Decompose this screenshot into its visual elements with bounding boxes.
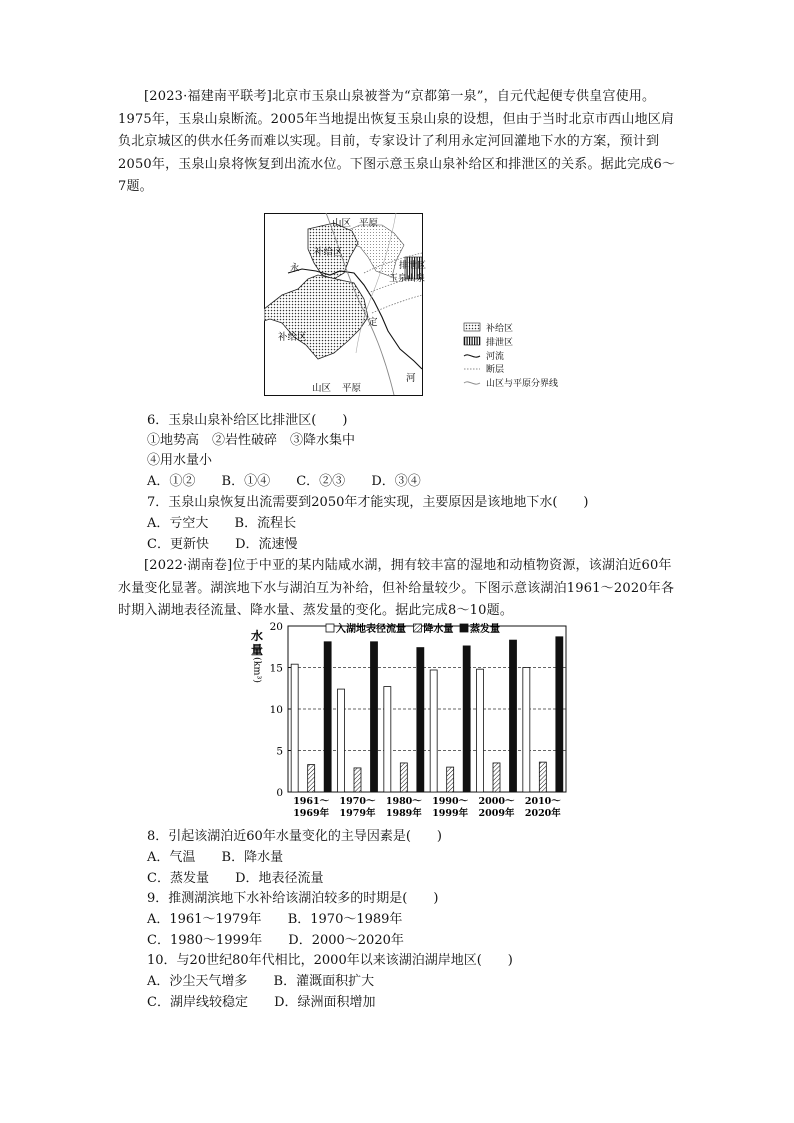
bar-s2-c1 [371,642,378,792]
question-6-options [147,472,421,492]
map-label-recharge-2: 补给区 [278,332,307,343]
question-9-stem: 9．推测湖滨地下水补给该湖泊较多的时期是( ) [147,891,439,906]
question-8-stem: 8．引起该湖泊近60年水量变化的主导因素是( ) [147,829,442,844]
y-axis-label-char-0: 水 [250,629,264,643]
question-9-options-2 [147,931,404,951]
q7-option-b[interactable]: B．流程长 [234,516,297,531]
bar-s1-c4 [493,763,500,792]
lake-water-balance-chart [244,618,584,823]
q8-option-d[interactable]: D．地表径流量 [235,871,324,886]
bar-s1-c2 [400,763,407,792]
bar-s0-c5 [523,668,530,793]
q6-option-a[interactable]: A．①② [147,474,196,489]
question-10-options-2 [147,993,376,1013]
y-axis-label-char-1: 量 [250,643,264,657]
legend-swatch-boundary [464,382,480,384]
q8-option-a[interactable]: A．气温 [147,850,196,865]
q6-option-b[interactable]: B．①④ [221,474,271,489]
map-label-he: 河 [406,373,416,384]
question-7-options-2 [147,535,298,555]
y-tick-label-20: 20 [269,621,283,633]
bar-s1-c5 [539,762,546,792]
y-axis-unit: (km³) [251,657,263,683]
q10-option-a[interactable]: A．沙尘天气增多 [147,974,248,989]
map-label-mountain-bottom: 山区 [312,383,332,394]
bar-s1-c0 [308,765,315,792]
bar-s2-c5 [556,637,563,792]
legend-swatch-0 [326,624,334,632]
legend-swatch-1 [413,624,421,632]
x-label-3-start: 1990～ [432,796,469,807]
q9-option-d[interactable]: D．2000～2020年 [288,933,404,948]
bar-s0-c1 [338,689,345,792]
passage-8-10: [2022·湖南卷]位于中亚的某内陆咸水湖，拥有较丰富的湿地和动植物资源，该湖泊近60年水量变化显著。湖滨地下水与湖泊互为补给，但补给量较少。下图示意该湖泊1961～2020年各时期入湖地表径流量、降水量、蒸发量的变化。据此完成8～10题。 [118,558,675,618]
question-7-stem: 7．玉泉山泉恢复出流需要到2050年才能实现，主要原因是该地地下水( ) [147,495,589,510]
q10-option-b[interactable]: B．灌溉面积扩大 [273,974,375,989]
question-8-options-2 [147,869,324,889]
legend-label-0: 入湖地表径流量 [336,624,406,635]
q10-option-c[interactable]: C．湖岸线较稳定 [147,995,248,1010]
q8-option-b[interactable]: B．降水量 [221,850,284,865]
y-tick-label-10: 10 [269,704,283,716]
question-6-items-1: ①地势高 ②岩性破碎 ③降水集中 [147,433,356,448]
legend-label-2: 蒸发量 [470,624,500,635]
q6-option-c[interactable]: C．②③ [296,474,346,489]
map-label-plain-bottom: 平原 [342,383,362,394]
legend-swatch-discharge [464,337,480,345]
x-label-5-end: 2020年 [524,808,561,819]
y-tick-label-0: 0 [276,787,283,799]
map-label-discharge: 排泄区 [399,261,427,271]
q7-option-c[interactable]: C．更新快 [147,537,209,552]
x-label-2-end: 1989年 [385,808,422,819]
legend-recharge: 补给区 [486,324,514,334]
legend-swatch-river [464,355,480,357]
legend-label-1: 降水量 [423,624,454,635]
map-legend [464,322,558,389]
bar-s1-c1 [354,768,361,792]
q6-option-d[interactable]: D．③④ [371,474,421,489]
q9-option-c[interactable]: C．1980～1999年 [147,933,263,948]
bar-s2-c4 [510,640,517,792]
legend-river: 河流 [486,352,505,362]
question-10-stem: 10．与20世纪80年代相比，2000年以来该湖泊湖岸地区( ) [147,953,513,968]
y-tick-label-15: 15 [269,662,283,675]
map-label-ding: 定 [368,317,378,328]
q10-option-d[interactable]: D．绿洲面积增加 [274,995,376,1010]
x-label-2-start: 1980～ [385,796,422,807]
bar-s0-c2 [384,687,391,792]
x-label-0-start: 1961～ [293,796,330,807]
legend-swatch-2 [460,624,468,632]
map-label-plain-top: 平原 [359,218,379,229]
x-label-1-end: 1979年 [339,808,376,819]
question-9-options-1 [147,910,402,930]
q7-option-a[interactable]: A．亏空大 [147,516,209,531]
question-10-options-1 [147,972,374,992]
question-6-items-2: ④用水量小 [147,453,213,468]
y-tick-label-5: 5 [276,745,283,758]
bar-s0-c4 [477,669,484,792]
x-label-1-start: 1970～ [339,796,376,807]
bar-s0-c0 [291,664,298,792]
x-label-3-end: 1999年 [432,808,469,819]
bar-s2-c3 [463,646,470,792]
question-7-options-1 [147,514,296,534]
bar-s2-c0 [324,642,331,792]
spring-recharge-map [264,213,624,398]
question-6-stem: 6．玉泉山泉补给区比排泄区( ) [147,413,348,428]
legend-fault: 断层 [486,365,505,375]
map-label-recharge-1: 补给区 [314,247,343,258]
legend-discharge: 排泄区 [486,338,514,348]
x-label-4-start: 2000～ [478,796,515,807]
legend-swatch-recharge [464,323,480,331]
map-label-spring: 玉泉山泉 [389,274,426,284]
q9-option-a[interactable]: A．1961～1979年 [147,912,262,927]
map-label-mountain-top: 山区 [332,218,352,229]
q7-option-d[interactable]: D．流速慢 [235,537,298,552]
bar-s0-c3 [430,670,437,792]
legend-boundary: 山区与平原分界线 [486,379,559,389]
q9-option-b[interactable]: B．1970～1989年 [287,912,403,927]
passage-6-7: [2023·福建南平联考]北京市玉泉山泉被誉为“京都第一泉”，自元代起便专供皇宫使用。1975年，玉泉山泉断流。2005年当地提出恢复玉泉山泉的设想，但由于当时北京市西山地区肩负北京城区的供水任务而难以实现。目前，专家设计了利用永定河回灌地下水的方案，预计到2050年，玉泉山泉将恢复到出流水位。下图示意玉泉山泉补给区和排泄区的关系。据此完成6～7题。 [118,89,676,194]
q8-option-c[interactable]: C．蒸发量 [147,871,209,886]
bar-s1-c3 [447,767,454,792]
x-label-0-end: 1969年 [293,808,330,819]
x-label-4-end: 2009年 [478,808,515,819]
question-8-options-1 [147,848,283,868]
x-label-5-start: 2010～ [524,796,561,807]
map-label-yong: 永 [290,263,300,274]
bar-s2-c2 [417,648,424,792]
